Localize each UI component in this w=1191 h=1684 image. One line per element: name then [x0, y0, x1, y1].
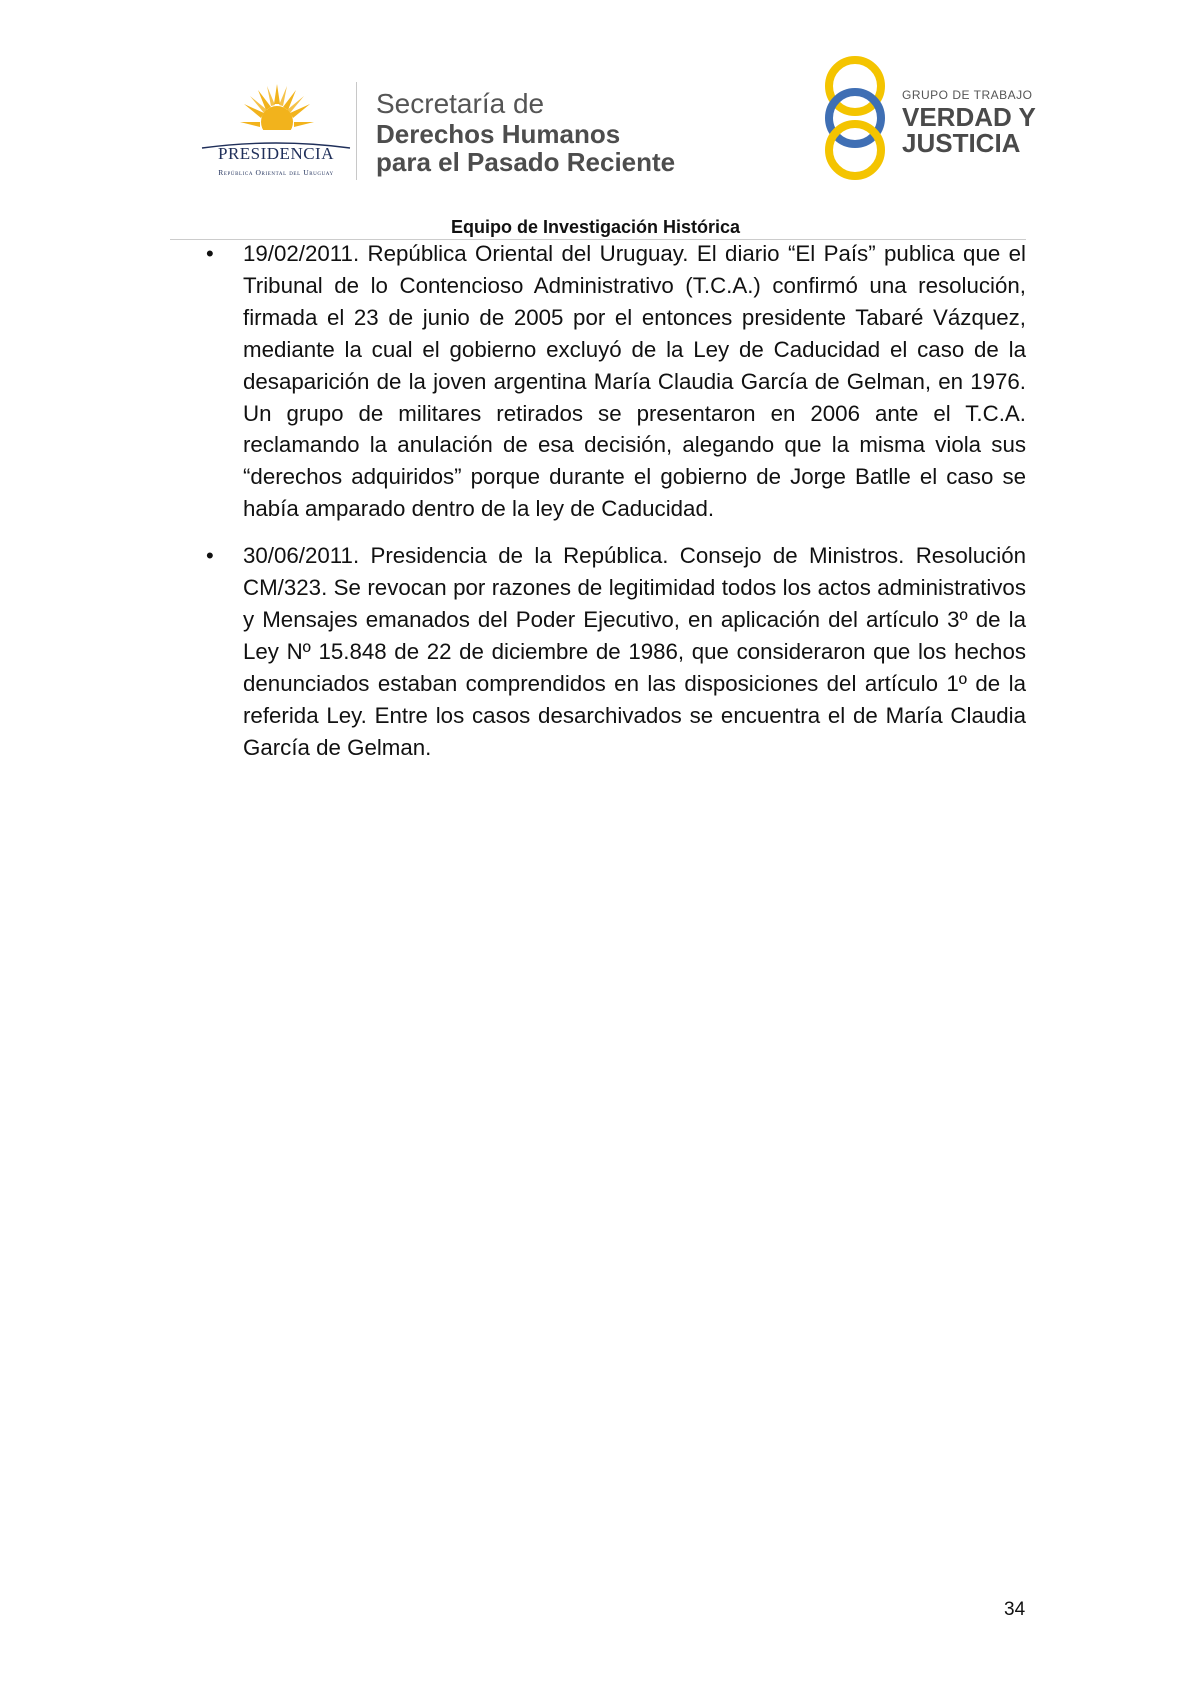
- justicia-label: JUSTICIA: [902, 128, 1021, 158]
- verdad-label: VERDAD Y: [902, 102, 1036, 132]
- page-number: 34: [1004, 1599, 1026, 1620]
- presidencia-logo: [196, 80, 356, 180]
- header-title: Equipo de Investigación Histórica: [450, 217, 741, 237]
- sun-icon: [238, 80, 316, 142]
- list-item: [206, 238, 1026, 525]
- logo-divider: [356, 82, 357, 180]
- presidencia-subtitle: República Oriental del Uruguay: [218, 168, 334, 177]
- bullet-marker: •: [206, 543, 214, 569]
- bullet-marker: •: [206, 241, 214, 266]
- secretaria-line-1: Secretaría de: [376, 88, 545, 119]
- verdad-justicia-logo: [818, 56, 1038, 180]
- entry-text: 19/02/2011. República Oriental del Uruguay. El diario “El País” publica que el Tribunal de lo Contencioso Administrativo (T.C.A.) confirmó una resolución, firmada el 23 de junio de 2005 por el entonces presidente Tabaré Vázquez, mediante la cual el gobierno excluyó de la Ley de Caducidad el caso de la desaparición de la joven argentina María Claudia García de Gelman, en 1976. Un grupo de militares retirados se presentaron en 2006 ante el T.C.A. reclamando la anulación de esa decisión, alegando que la misma viola sus “derechos adquiridos” porque durante el gobierno de Jorge Batlle el caso se había amparado dentro de la ley de Caducidad.: [243, 241, 1026, 522]
- secretaria-logo-text: [376, 88, 675, 176]
- secretaria-line-2: Derechos Humanos: [376, 119, 621, 149]
- entry-text: 30/06/2011. Presidencia de la República. Consejo de Ministros. Resolución CM/323. Se revocan por razones de legitimidad todos los actos administrativos y Mensajes emanados del Poder Ejecutivo, en aplicación del artículo 3º de la Ley Nº 15.848 de 22 de diciembre de 1986, que consideraron que los hechos denunciados estaban comprendidos en las disposiciones del artículo 1º de la referida Ley. Entre los casos desarchivados se encuentra el de María Claudia García de Gelman.: [243, 543, 1026, 760]
- linked-rings-icon: [818, 56, 892, 180]
- presidencia-name: PRESIDENCIA: [217, 144, 334, 163]
- list-item: [206, 540, 1026, 763]
- grupo-label: GRUPO DE TRABAJO: [902, 88, 1033, 102]
- document-body: [0, 238, 1191, 764]
- secretaria-line-3: para el Pasado Reciente: [376, 147, 676, 177]
